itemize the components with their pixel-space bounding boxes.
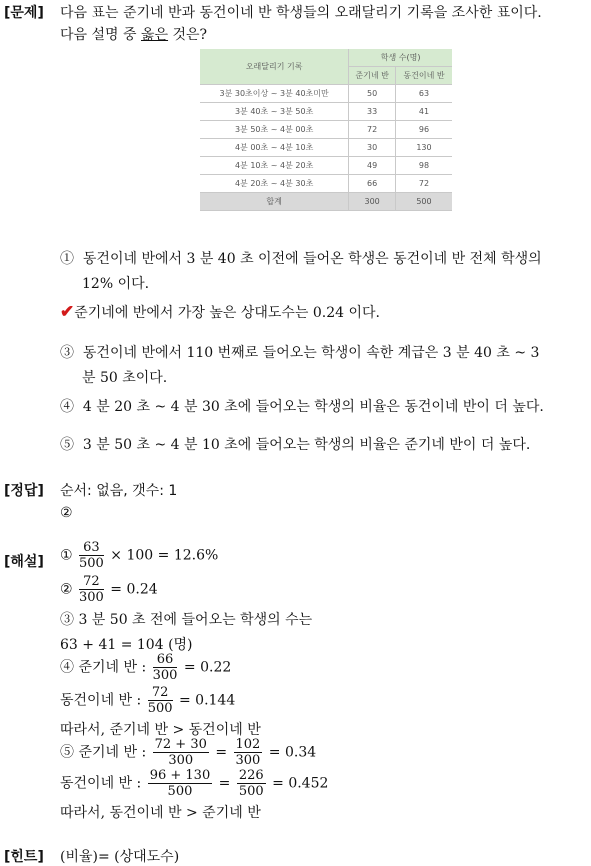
explanation-5-rest: = 0.34	[268, 744, 317, 761]
explanation-4b	[60, 685, 235, 716]
fraction-denominator: 300	[152, 668, 178, 683]
cell-total-b: 500	[395, 193, 452, 211]
fraction	[153, 652, 178, 683]
choice-4-mark: ④	[60, 399, 74, 415]
fraction	[148, 685, 173, 716]
explanation-4b-rest: = 0.144	[178, 692, 236, 709]
explanation-3: ③ 3 분 50 초 전에 들어오는 학생의 수는	[60, 612, 313, 628]
hint-tag: [힌트]	[4, 849, 44, 865]
answer-line-2: ②	[60, 505, 73, 521]
problem-tag: [문제]	[4, 5, 44, 21]
choice-3-text: 동건이네 반에서 110 번째로 들어오는 학생이 속한 계급은 3 분 40 초 ~ 3	[82, 345, 540, 361]
header-class-a: 준기네 반	[349, 67, 396, 85]
table-total-row	[200, 193, 452, 211]
fraction	[153, 737, 209, 768]
choice-1-mark: ①	[60, 251, 74, 267]
cell-class-a: 66	[349, 175, 396, 193]
problem-text-pre: 다음 설명 중	[60, 27, 141, 43]
explanation-4-rest: = 0.22	[183, 659, 232, 676]
problem-underlined-word: 옳은	[140, 27, 169, 43]
cell-class-b: 72	[395, 175, 452, 193]
choice-1-cont: 12% 이다.	[82, 276, 150, 292]
header-record: 오래달리기 기록	[200, 49, 349, 85]
explanation-5c: 따라서, 동건이네 반 > 준기네 반	[60, 805, 261, 821]
answer-line-1: 순서: 없음, 갯수: 1	[60, 483, 178, 499]
fraction-numerator: 72 + 30	[154, 737, 207, 752]
cell-total-label: 합계	[200, 193, 349, 211]
explanation-4c: 따라서, 준기네 반 > 동건이네 반	[60, 722, 261, 738]
fraction-denominator: 500	[147, 701, 173, 716]
fraction-numerator: 72	[148, 685, 173, 701]
choice-2-text: 준기네에 반에서 가장 높은 상대도수는 0.24 이다.	[74, 305, 381, 321]
explanation-5-pre: ⑤ 준기네 반 :	[60, 744, 147, 761]
table-row	[200, 103, 452, 121]
cell-class-b: 41	[395, 103, 452, 121]
choice-5	[60, 434, 530, 454]
explanation-5b-eq: =	[218, 775, 231, 792]
checkmark-icon: ✔	[60, 302, 75, 322]
cell-range: 4분 20초 ~ 4분 30초	[200, 175, 349, 193]
table-row	[200, 139, 452, 157]
cell-range: 3분 40초 ~ 3분 50초	[200, 103, 349, 121]
fraction-denominator: 300	[168, 753, 194, 768]
explanation-2	[60, 574, 158, 605]
fraction	[234, 737, 263, 768]
explanation-2-rest: = 0.24	[110, 581, 158, 598]
explanation-5b-pre: 동건이네 반 :	[60, 775, 142, 792]
fraction-denominator: 300	[235, 753, 261, 768]
choice-3	[60, 342, 539, 362]
fraction-denominator: 500	[167, 784, 193, 799]
cell-range: 4분 00초 ~ 4분 10초	[200, 139, 349, 157]
answer-tag: [정답]	[4, 483, 44, 499]
hint-text: (비율)= (상대도수)	[60, 849, 180, 865]
cell-class-b: 130	[395, 139, 452, 157]
problem-line-2	[60, 24, 207, 44]
record-table	[200, 49, 452, 211]
explanation-4-pre: ④ 준기네 반 :	[60, 659, 147, 676]
choice-5-text: 3 분 50 초 ~ 4 분 10 초에 들어오는 학생의 비율은 준기네 반이 더 높다.	[82, 437, 531, 453]
cell-class-a: 49	[349, 157, 396, 175]
problem-line-1: 다음 표는 준기네 반과 동건이네 반 학생들의 오래달리기 기록을 조사한 표이다.	[60, 5, 542, 21]
cell-class-b: 63	[395, 85, 452, 103]
fraction-numerator: 102	[235, 737, 261, 752]
choice-3-mark: ③	[60, 345, 74, 361]
cell-class-a: 72	[349, 121, 396, 139]
cell-class-b: 98	[395, 157, 452, 175]
fraction-numerator: 96 + 130	[149, 768, 211, 783]
cell-range: 3분 30초이상 ~ 3분 40초미만	[200, 85, 349, 103]
header-students: 학생 수(명)	[349, 49, 452, 67]
explanation-2-mark: ②	[60, 581, 73, 598]
choice-4	[60, 396, 544, 416]
cell-class-a: 33	[349, 103, 396, 121]
fraction	[79, 574, 104, 605]
table-header-row	[200, 49, 452, 67]
choice-1-text: 동건이네 반에서 3 분 40 초 이전에 들어온 학생은 동건이네 반 전체 학생의	[82, 251, 542, 267]
table-row	[200, 85, 452, 103]
table-row	[200, 121, 452, 139]
fraction-denominator: 500	[238, 784, 264, 799]
explanation-5-eq: =	[215, 744, 228, 761]
explanation-5b	[60, 768, 328, 799]
explanation-5	[60, 737, 316, 768]
cell-range: 4분 10초 ~ 4분 20초	[200, 157, 349, 175]
fraction-denominator: 500	[79, 556, 104, 571]
cell-range: 3분 50초 ~ 4분 00초	[200, 121, 349, 139]
choice-5-mark: ⑤	[60, 437, 74, 453]
fraction	[79, 540, 104, 571]
explanation-4b-pre: 동건이네 반 :	[60, 692, 142, 709]
cell-total-a: 300	[349, 193, 396, 211]
problem-text-post: 것은?	[168, 27, 208, 43]
choice-3-cont: 분 50 초이다.	[82, 370, 168, 386]
explanation-1	[60, 540, 218, 571]
fraction-numerator: 72	[79, 574, 104, 590]
explanation-1-mark: ①	[60, 547, 73, 564]
table-row	[200, 175, 452, 193]
cell-class-a: 30	[349, 139, 396, 157]
table-row	[200, 157, 452, 175]
fraction-denominator: 300	[79, 590, 104, 605]
cell-class-b: 96	[395, 121, 452, 139]
fraction-numerator: 226	[238, 768, 264, 783]
explanation-3b: 63 + 41 = 104 (명)	[60, 637, 193, 653]
explanation-5b-rest: = 0.452	[272, 775, 329, 792]
fraction	[148, 768, 213, 799]
choice-1	[60, 248, 542, 268]
header-class-b: 동건이네 반	[395, 67, 452, 85]
fraction-numerator: 63	[79, 540, 104, 556]
choice-2	[60, 302, 380, 322]
fraction-numerator: 66	[153, 652, 178, 668]
explanation-1-rest: × 100 = 12.6%	[110, 547, 219, 564]
explanation-tag: [해설]	[4, 554, 44, 570]
fraction	[237, 768, 266, 799]
explanation-4	[60, 652, 231, 683]
choice-4-text: 4 분 20 초 ~ 4 분 30 초에 들어오는 학생의 비율은 동건이네 반이 더 높다.	[82, 399, 544, 415]
cell-class-a: 50	[349, 85, 396, 103]
